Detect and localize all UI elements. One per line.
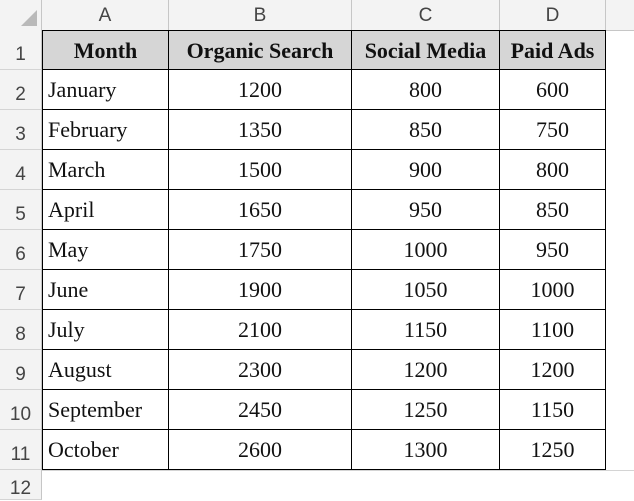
cell-month[interactable]: July <box>42 310 169 350</box>
header-cell-organic-search[interactable]: Organic Search <box>169 30 352 70</box>
cell-paid-ads[interactable]: 750 <box>500 110 606 150</box>
cell-month[interactable]: March <box>42 150 169 190</box>
cell-social-media[interactable]: 1250 <box>352 390 500 430</box>
cell-organic-search[interactable]: 2300 <box>169 350 352 390</box>
cell-paid-ads[interactable]: 600 <box>500 70 606 110</box>
row-header-1[interactable]: 1 <box>0 30 42 70</box>
cell-paid-ads[interactable]: 1100 <box>500 310 606 350</box>
header-cell-month[interactable]: Month <box>42 30 169 70</box>
select-all-button[interactable] <box>0 0 42 30</box>
cell-paid-ads[interactable]: 1150 <box>500 390 606 430</box>
cell-social-media[interactable]: 950 <box>352 190 500 230</box>
cell-social-media[interactable]: 900 <box>352 150 500 190</box>
cell-organic-search[interactable]: 1750 <box>169 230 352 270</box>
cell-paid-ads[interactable]: 950 <box>500 230 606 270</box>
cell-month[interactable]: June <box>42 270 169 310</box>
column-header-bar <box>0 0 634 31</box>
row-header-8[interactable]: 8 <box>0 310 42 350</box>
cell-organic-search[interactable]: 1500 <box>169 150 352 190</box>
header-cell-social-media[interactable]: Social Media <box>352 30 500 70</box>
cell-organic-search[interactable]: 1900 <box>169 270 352 310</box>
cell-social-media[interactable]: 1150 <box>352 310 500 350</box>
row-header-6[interactable]: 6 <box>0 230 42 270</box>
cell-social-media[interactable]: 1050 <box>352 270 500 310</box>
cell-paid-ads[interactable]: 1000 <box>500 270 606 310</box>
cell-social-media[interactable]: 1300 <box>352 430 500 470</box>
cell-paid-ads[interactable]: 800 <box>500 150 606 190</box>
row-header-3[interactable]: 3 <box>0 110 42 150</box>
cell-organic-search[interactable]: 2450 <box>169 390 352 430</box>
row-header-11[interactable]: 11 <box>0 430 42 470</box>
cell-organic-search[interactable]: 1350 <box>169 110 352 150</box>
cell-month[interactable]: February <box>42 110 169 150</box>
row-header-7[interactable]: 7 <box>0 270 42 310</box>
cell-month[interactable]: May <box>42 230 169 270</box>
row-header-5[interactable]: 5 <box>0 190 42 230</box>
select-all-icon <box>21 10 37 26</box>
cell-organic-search[interactable]: 1200 <box>169 70 352 110</box>
cell-organic-search[interactable]: 2100 <box>169 310 352 350</box>
cell-month[interactable]: September <box>42 390 169 430</box>
row-header-9[interactable]: 9 <box>0 350 42 390</box>
row-header-2[interactable]: 2 <box>0 70 42 110</box>
header-cell-paid-ads[interactable]: Paid Ads <box>500 30 606 70</box>
cell-month[interactable]: October <box>42 430 169 470</box>
column-header-b[interactable]: B <box>169 0 352 30</box>
cell-organic-search[interactable]: 2600 <box>169 430 352 470</box>
row-header-12[interactable]: 12 <box>0 470 42 500</box>
cell-social-media[interactable]: 800 <box>352 70 500 110</box>
cell-paid-ads[interactable]: 1200 <box>500 350 606 390</box>
cell-month[interactable]: January <box>42 70 169 110</box>
cell-paid-ads[interactable]: 1250 <box>500 430 606 470</box>
cell-social-media[interactable]: 850 <box>352 110 500 150</box>
cell-month[interactable]: April <box>42 190 169 230</box>
column-header-a[interactable]: A <box>42 0 169 30</box>
row-header-10[interactable]: 10 <box>0 390 42 430</box>
column-header-d[interactable]: D <box>500 0 606 30</box>
cell-organic-search[interactable]: 1650 <box>169 190 352 230</box>
column-header-c[interactable]: C <box>352 0 500 30</box>
cell-social-media[interactable]: 1200 <box>352 350 500 390</box>
cell-month[interactable]: August <box>42 350 169 390</box>
cell-social-media[interactable]: 1000 <box>352 230 500 270</box>
empty-row-12[interactable] <box>42 470 634 501</box>
row-header-4[interactable]: 4 <box>0 150 42 190</box>
cell-paid-ads[interactable]: 850 <box>500 190 606 230</box>
